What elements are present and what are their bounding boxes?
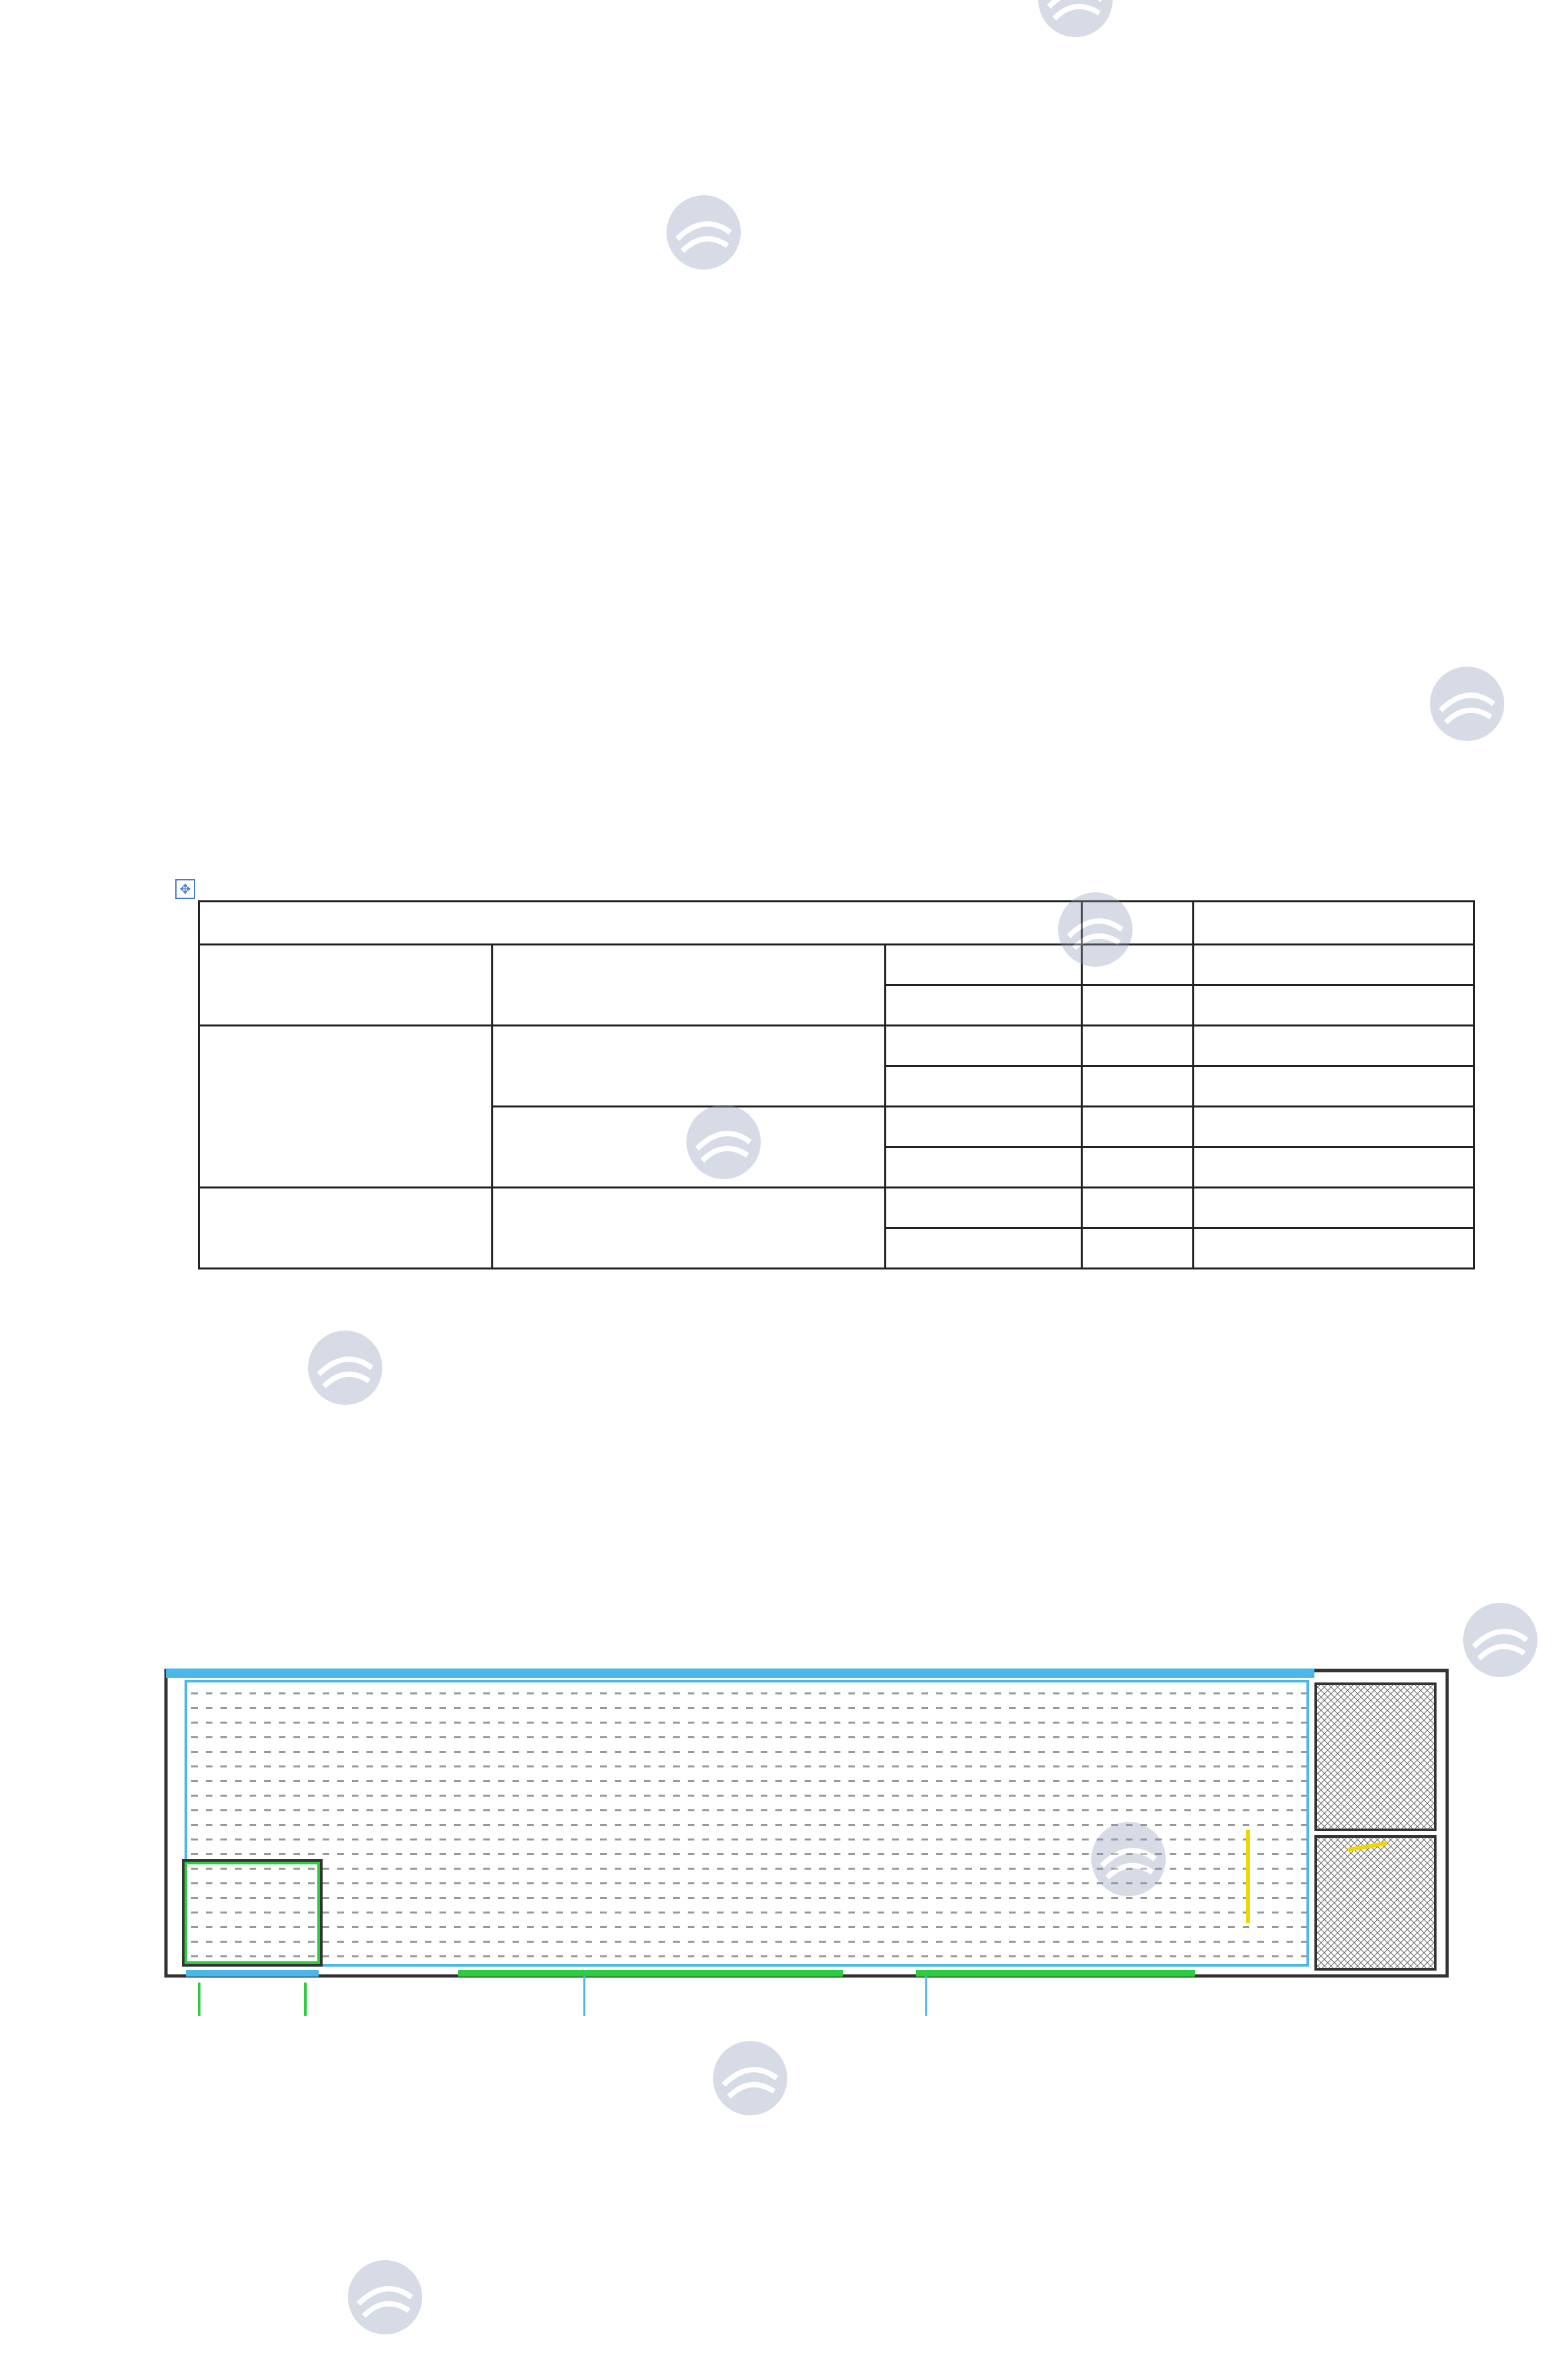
unit-c: [1081, 1188, 1193, 1228]
watermark-logo-icon: [1460, 1600, 1540, 1682]
group-stability: [199, 1026, 493, 1188]
req-value: [1194, 985, 1474, 1026]
param-temp: [885, 1107, 1081, 1147]
standard-item-3: [123, 471, 203, 499]
accuracy-desc: [493, 945, 886, 1026]
unit-c: [1081, 1107, 1193, 1147]
header-unit: [1081, 902, 1193, 945]
req-value: [1194, 1188, 1474, 1228]
stability-desc-2: [493, 1107, 886, 1188]
unit-rh: [1081, 1147, 1193, 1188]
param-rh: [885, 985, 1081, 1026]
param-temp: [885, 945, 1081, 985]
unit-rh: [1081, 1066, 1193, 1107]
table-move-handle-icon[interactable]: ✥: [175, 879, 195, 899]
standard-item-2: [123, 430, 203, 457]
watermark-logo-icon: [345, 2257, 425, 2340]
unit-c: [1081, 945, 1193, 985]
floor-plan-drawing: [159, 1657, 1460, 2029]
header-requirement: [1194, 902, 1474, 945]
req-value: [1194, 1147, 1474, 1188]
req-value: [1194, 1066, 1474, 1107]
watermark-logo-icon: [1427, 664, 1507, 746]
param-rh: [885, 1147, 1081, 1188]
req-value: [1194, 1107, 1474, 1147]
watermark-logo-icon: [710, 2038, 790, 2121]
floor-plan: [159, 1657, 1460, 2029]
unit-rh: [1081, 1228, 1193, 1269]
unit-c: [1081, 1026, 1193, 1066]
req-value: [1194, 1228, 1474, 1269]
req-value: [1194, 1026, 1474, 1066]
watermark-logo-icon: [305, 1328, 385, 1410]
param-temp: [885, 1026, 1081, 1066]
group-accuracy: [199, 945, 493, 1026]
param-rh: [885, 1066, 1081, 1107]
req-value: [1194, 945, 1474, 985]
watermark-logo-icon: [664, 193, 744, 275]
param-temp: [885, 1188, 1081, 1228]
param-rh: [885, 1228, 1081, 1269]
group-uniformity: [199, 1188, 493, 1269]
standard-item-1: [123, 389, 203, 416]
watermark-logo-icon: [1036, 0, 1115, 42]
spec-table: [198, 900, 1475, 1269]
header-name: [199, 902, 1082, 945]
stability-desc-1: [493, 1026, 886, 1107]
uniformity-desc: [493, 1188, 886, 1269]
unit-rh: [1081, 985, 1193, 1026]
